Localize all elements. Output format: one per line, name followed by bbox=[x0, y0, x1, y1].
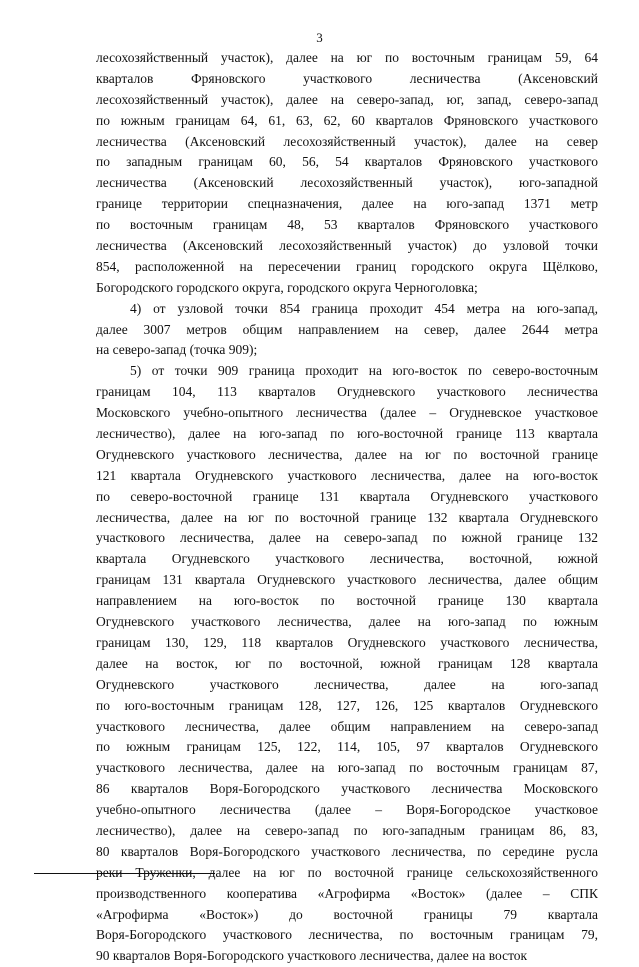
text-line: Огудневского участкового лесничества, далее на юго-запад bbox=[96, 676, 598, 692]
text-line: участкового лесничества, далее общим направлением на северо-запад bbox=[96, 718, 598, 734]
page-number: 3 bbox=[316, 30, 323, 45]
text-line: лесохозяйственный участок), далее на юг по восточным границам 59, 64 bbox=[96, 50, 598, 65]
text-line: по юго-восточным границам 128, 127, 126, 125 кварталов Огудневского bbox=[96, 697, 598, 713]
text-line: далее 3007 метров общим направлением на север, далее 2644 метра bbox=[96, 321, 598, 337]
text-line: «Агрофирма «Восток») до восточной границы 79 квартала bbox=[96, 906, 598, 922]
text-line: 80 кварталов Воря-Богородского участкового лесничества, по середине русла bbox=[96, 843, 598, 859]
text-line: участкового лесничества, далее на юго-запад по восточным границам 87, bbox=[96, 760, 598, 776]
text-line: Воря-Богородского участкового лесничества, по восточным границам 79, bbox=[96, 927, 598, 943]
text-line: 5) от точки 909 граница проходит на юго-восток по северо-восточным bbox=[130, 363, 598, 379]
text-line: 121 квартала Огудневского участкового лесничества, далее на юго-восток bbox=[96, 467, 598, 483]
text-line: лесничества (Аксеновский лесохозяйственный участок), юго-западной bbox=[96, 175, 598, 191]
text-line: по западным границам 60, 56, 54 кварталов Фряновского участкового bbox=[96, 154, 598, 170]
text-line: производственного кооператива «Агрофирма «Восток» (далее – СПК bbox=[96, 885, 598, 901]
text-line: Огудневского участкового лесничества, далее на юго-запад по южным bbox=[96, 614, 598, 630]
text-line: кварталов Фряновского участкового лесничества (Аксеновский bbox=[96, 70, 598, 86]
text-line: лесничества, далее на юг по восточной границе 132 квартала Огудневского bbox=[96, 509, 598, 525]
text-line: по северо-восточной границе 131 квартала Огудневского участкового bbox=[96, 488, 598, 504]
text-line: лесничества (Аксеновский лесохозяйственный участок), далее на север bbox=[96, 133, 598, 149]
text-line: по южным границам 125, 122, 114, 105, 97 кварталов Огудневского bbox=[96, 739, 598, 755]
text-line: направлением на юго-восток по восточной границе 130 квартала bbox=[96, 593, 598, 609]
text-line: учебно-опытного лесничества (далее – Воря-Богородское участковое bbox=[96, 802, 598, 818]
text-line: по южным границам 64, 61, 63, 62, 60 кварталов Фряновского участкового bbox=[96, 112, 598, 128]
text-line: границам 130, 129, 118 кварталов Огудневского участкового лесничества, bbox=[96, 634, 598, 650]
text-line: далее на восток, юг по восточной, южной границам 128 квартала bbox=[96, 655, 598, 671]
text-line: Огудневского участкового лесничества, далее на юг по восточной границе bbox=[96, 446, 598, 462]
paragraph bbox=[96, 299, 598, 362]
text-line: Московского учебно-опытного лесничества (далее – Огудневское участковое bbox=[96, 405, 598, 421]
document-body bbox=[96, 48, 598, 967]
text-line: 854, расположенной на пересечении границ городского округа Щёлково, bbox=[96, 258, 598, 274]
text-line: 90 кварталов Воря-Богородского участкового лесничества, далее на восток bbox=[96, 948, 528, 964]
text-line: границам 131 квартала Огудневского участкового лесничества, далее общим bbox=[96, 572, 598, 588]
footnote-separator bbox=[34, 873, 215, 874]
text-line: лесничество), далее на юго-запад по юго-восточной границе 113 квартала bbox=[96, 426, 598, 442]
paragraph bbox=[96, 48, 598, 299]
text-line: лесничество), далее на северо-запад по юго-западным границам 86, 83, bbox=[96, 822, 598, 838]
text-line: участкового лесничества, далее на северо-запад по южной границе 132 bbox=[96, 530, 598, 546]
text-line: 86 кварталов Воря-Богородского участкового лесничества Московского bbox=[96, 781, 598, 797]
text-line: 4) от узловой точки 854 граница проходит 454 метра на юго-запад, bbox=[130, 300, 598, 316]
text-line: лесохозяйственный участок), далее на северо-запад, юг, запад, северо-запад bbox=[96, 91, 598, 107]
text-line: границам 104, 113 кварталов Огудневского участкового лесничества bbox=[96, 384, 598, 400]
text-line: Богородского городского округа, городского округа Черноголовка; bbox=[96, 279, 478, 295]
text-line: квартала Огудневского участкового лесничества, восточной, южной bbox=[96, 551, 598, 567]
text-line: реки Труженки, далее на юг по восточной границе сельскохозяйственного bbox=[96, 864, 598, 880]
text-line: границе территории спецназначения, далее на юго-запад 1371 метр bbox=[96, 196, 598, 212]
text-line: лесничества (Аксеновский лесохозяйственный участок) до узловой точки bbox=[96, 238, 598, 254]
paragraph bbox=[96, 361, 598, 967]
text-line: по восточным границам 48, 53 кварталов Фряновского участкового bbox=[96, 217, 598, 233]
text-line: на северо-запад (точка 909); bbox=[96, 342, 258, 358]
